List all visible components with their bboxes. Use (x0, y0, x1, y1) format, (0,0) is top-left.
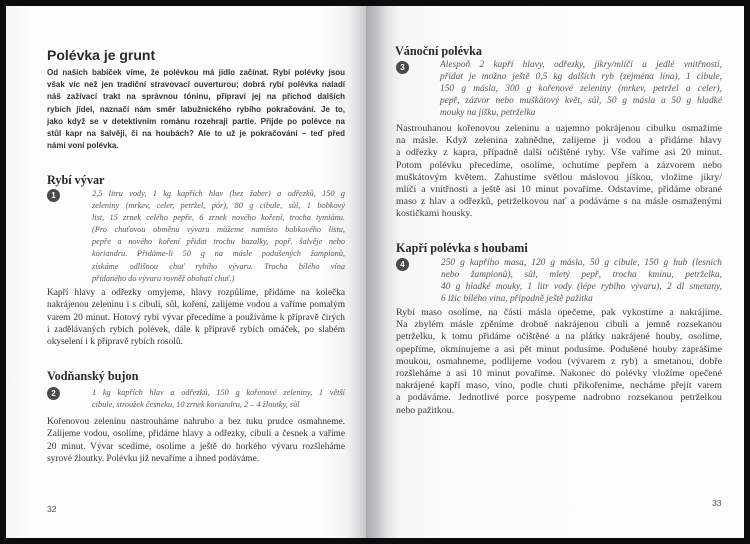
text-line: nebo žampionů), sůl, mletý pepř, trocha kmínu, petrželka, (441, 270, 722, 281)
text-line: nakrájené kapří maso, víno, podle chuti přikořeníme, necháme přejít varem (396, 380, 722, 392)
text-line: petrželku, k tomu přidáme očištěné a na plátky nakrájené houby, osolíme, (396, 331, 722, 343)
text-line: moukou, osmahneme, podlijeme vodou (vývarem z ryb) a smetanou, dobře (396, 355, 722, 367)
recipe-instructions (396, 307, 722, 417)
text-line: list, 15 zrnek celého pepře, 6 zrnek nového koření, trocha tymiánu. (92, 213, 345, 223)
page-number: 33 (712, 498, 722, 508)
recipe-title: Rybí vývar (47, 173, 105, 187)
text-line: 1 kg kapřích hlav a odřezků, 150 g kořenové zeleniny, 1 větší (92, 388, 345, 397)
text-line: varem 20 minut. Hotový rybí vývar přecedíme a používáme k přípravě čirých (47, 312, 345, 323)
text-line: zeleniny (mrkev, celer, petržel, pór), 80 g cibule, sůl, 1 bobkový (92, 201, 345, 211)
text-line: Alespoň 2 kapří hlavy, odřezky, jikry/mlíčí a jedlé vnitřnosti, (440, 60, 722, 70)
text-line: Od našich babiček víme, že polévkou má jídlo začínat. Rybí polévky jsou (47, 68, 345, 77)
text-line: cibule, stroužek česneku, 10 zrnek koriandru, 2 – 4 žloutky, sůl (92, 400, 300, 410)
text-line: muškátovým květem. Zahustíme světlou máslovou jíškou, vložíme jikry/ (396, 171, 722, 183)
text-line: Nastrouhanou kořenovou zeleninu a najemno pokrájenou cibulku osmažíme (396, 123, 722, 134)
text-line: koriandru. Přidáme-li 50 g na másle podušených žampionů, (92, 249, 345, 259)
text-line: jako když se v detektivním románu rozehrají partie. Přijde po polévce na (47, 116, 345, 126)
recipe-ingredients (441, 257, 722, 305)
recipe-ingredients (92, 387, 345, 411)
text-line: opepříme, okmínujeme a asi pět minut podusíme. Podušené houby zaprášíme (396, 343, 722, 355)
text-line: Kořenovou zeleninu nastrouháme nahrubo a bez tuku prudce osmahneme. (47, 417, 345, 427)
recipe-number-badge: 1 (47, 189, 60, 202)
text-line: rozšleháme a asi 10 minut povaříme. Nakonec do polévky vložíme opečené (396, 368, 722, 380)
recipe-ingredients (92, 188, 345, 285)
text-line: získáme odlišnou chuť rybího vývaru. Trocha bílého vína (92, 261, 345, 271)
text-line: rybích jídel, naznačí nám směr labužnického rybího pokračování. Je to, (47, 104, 345, 114)
recipe-number-badge: 2 (47, 387, 60, 400)
recipe-title: Vánoční polévka (395, 44, 483, 58)
text-line: 250 g kapřího masa, 120 g másla, 50 g cibule, 150 g hub (lesních (441, 258, 722, 268)
intro-paragraph (47, 67, 345, 152)
text-line: Na zbylém másle zpěníme drobně nakrájenou cibuli a jemně rozsekanou (396, 319, 722, 331)
text-line: na másle. Když zelenina zahnědne, zalijeme ji vodou a přidáme hlavy (396, 135, 722, 147)
text-line: přidaného do vývaru rovněž obohatí chuť.) (92, 273, 235, 283)
text-line: mouky na jíšku, petrželka (440, 108, 536, 119)
recipe-number-badge: 3 (396, 61, 409, 74)
recipe-instructions (396, 123, 722, 221)
text-line: Kapří hlavy a odřezky omyjeme, hlavy rozpůlíme, přidáme na kolečka (47, 288, 345, 298)
text-line: 20 minut. Vývar scedíme, osolíme a ještě do horkého vývaru rozšleháme (47, 441, 345, 452)
recipe-ingredients (440, 59, 722, 119)
text-line: mlíčí a vnitřnosti a ještě asi 10 minut povaříme. Odstavíme, přidáme obrané (396, 184, 722, 196)
text-line: náš zažívací trakt na správnou tóninu, připraví jej na příchod dalších (47, 92, 345, 102)
recipe-instructions (47, 416, 345, 465)
text-line: a podáváme. Jednotlivé porce posypeme nadrobno rozsekanou petrželkou (396, 392, 722, 404)
text-line: i zadělávaných rybích polévek, dále k přípravě rybích omáček, po slabém (47, 324, 345, 335)
text-line: nakrájenou zeleninu i s cibulí, sůl, koření, zalijeme vodou a vaříme pomalým (47, 300, 345, 311)
text-line: 150 g másla, 300 g kořenové zeleniny (mrkev, petržel a celer), (440, 84, 722, 95)
recipe-title: Kapří polévka s houbami (396, 241, 528, 255)
text-line: však víc než jen tradiční stravovací ouverturou; dobrá rybí polévka naladí (47, 80, 345, 90)
text-line: Rybí maso osolíme, na části másla opečeme, pak vykostíme a nakrájíme. (396, 307, 722, 318)
text-line: námi voní polévka. (47, 141, 119, 151)
text-line: stůl kapr na šalvěji, či na houbách? Ale to už je pokračování – teď před (47, 129, 345, 139)
text-line: Potom polévku přecedíme, osolíme, ochutíme pepřem a zázvorem nebo (396, 159, 722, 171)
recipe-instructions (47, 287, 345, 348)
text-line: 40 g hladké mouky, 1 litr vody (lépe rybího vývaru), 2 dl smetany, (441, 282, 722, 293)
recipe-number-badge: 4 (396, 258, 409, 271)
text-line: kostičkami housky. (396, 208, 473, 220)
text-line: 2,5 litru vody, 1 kg kapřích hlav (bez žaber) a odřezků, 150 g (92, 189, 345, 198)
text-line: přidat je možno ještě 0,5 kg dalších ryb (zejména lína), 1 cibule, (440, 72, 722, 83)
text-line: a odřezky z kapra, případně další očištěné ryby. Vše vaříme asi 20 minut. (396, 147, 722, 159)
text-line: 6 lžic bílého vína, případně ještě pažitka (441, 294, 593, 305)
text-line: (Pro chuťovou obměnu vývaru můžeme namísto bobkového listu, (92, 225, 345, 235)
text-line: pepře a nového koření přidat trochu bazalky, popř. šalvěje nebo (92, 237, 345, 247)
chapter-title: Polévka je grunt (47, 47, 156, 63)
text-line: syrové žloutky. Polévku již nevaříme a ihned podáváme. (47, 453, 260, 464)
text-line: pepř, zázvor nebo muškátový květ, sůl, 50 g másla a 50 g hladké (440, 96, 722, 107)
page-number: 32 (47, 504, 57, 514)
text-line: okyselení i k přípravě rybích rosolů. (47, 337, 183, 348)
text-line: Zalijeme vodou, osolíme, přidáme hlavy a odřezky, cibuli a česnek a vaříme (47, 429, 345, 440)
text-line: maso z hlav a odřezků, petrželkovou nať a podáváme s na másle osmaženými (396, 196, 722, 208)
recipe-title: Vodňanský bujon (47, 369, 139, 383)
text-line: nebo pažitkou. (396, 404, 455, 416)
